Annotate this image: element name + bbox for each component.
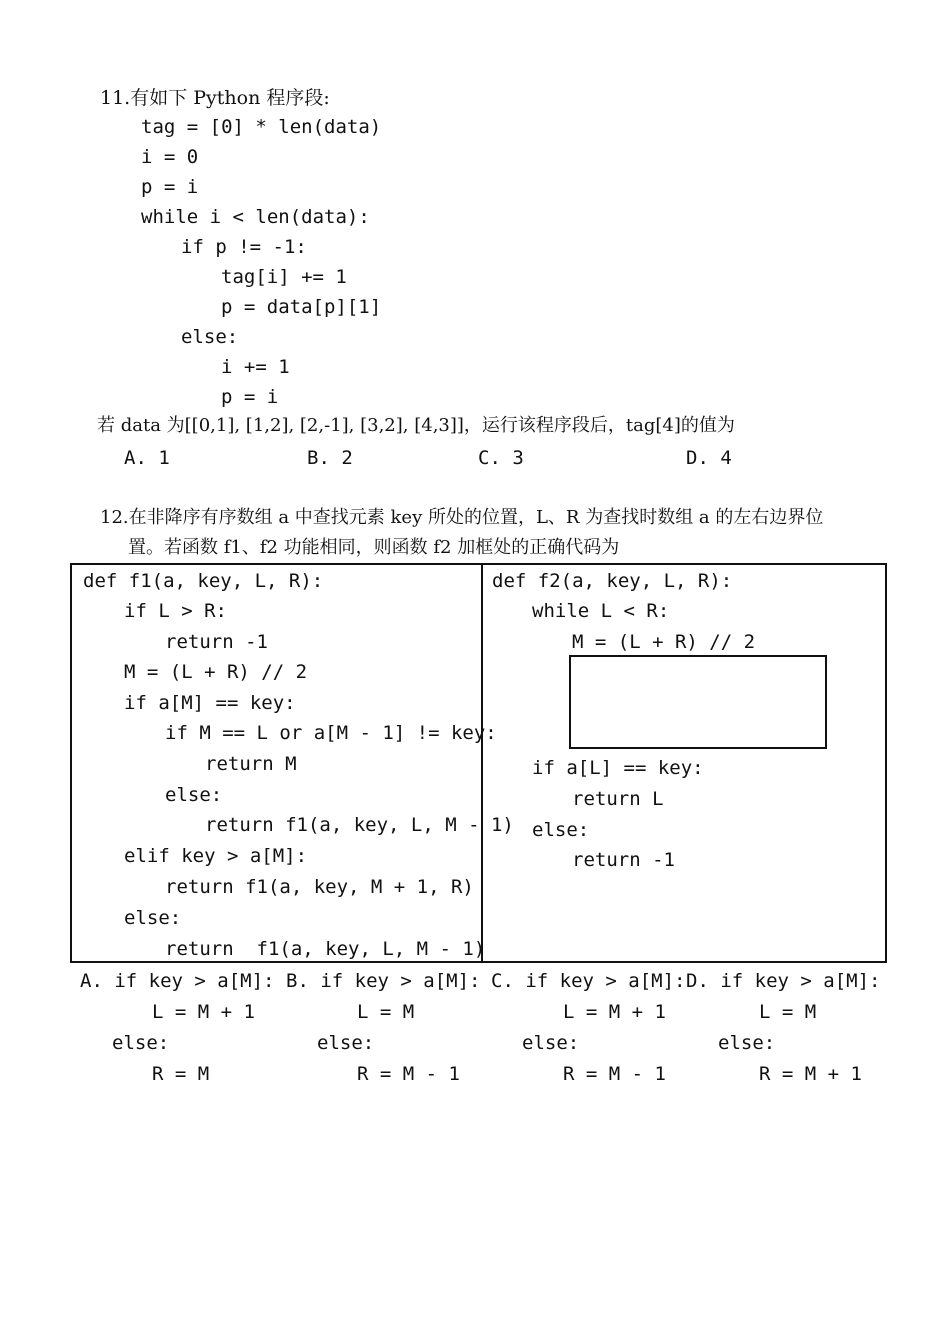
q12-option-b-head: B. if key > a[M]: — [286, 970, 481, 992]
q12-option-d-line: L = M — [759, 1001, 817, 1023]
f2-code-line: M = (L + R) // 2 — [572, 631, 756, 653]
f2-code-line: return L — [572, 788, 664, 810]
q11-code-line: tag[i] += 1 — [221, 266, 347, 288]
f2-code-line: else: — [532, 819, 590, 841]
q11-code-line: p = i — [221, 386, 279, 408]
f1-code-line: elif key > a[M]: — [124, 845, 308, 867]
q11-option-c: C. 3 — [478, 447, 524, 469]
f2-code-line: while L < R: — [532, 600, 670, 622]
q12-option-d-line: else: — [718, 1032, 776, 1054]
q11-code-line: else: — [181, 326, 239, 348]
f1-code-line: return -1 — [165, 631, 268, 653]
f1-code-line: if a[M] == key: — [124, 692, 296, 714]
f1-code-line: if L > R: — [124, 600, 227, 622]
q11-code-line: tag = [0] * len(data) — [141, 116, 382, 138]
q12-option-c-line: L = M + 1 — [563, 1001, 666, 1023]
f2-code-line: if a[L] == key: — [532, 757, 704, 779]
f1-code-line: else: — [165, 784, 223, 806]
q12-option-c-head: C. if key > a[M]: — [491, 970, 686, 992]
q11-option-b: B. 2 — [307, 447, 353, 469]
q11-code-line: while i < len(data): — [141, 206, 370, 228]
q11-code-line: if p != -1: — [181, 236, 307, 258]
q12-title-line2: 置。若函数 f1、f2 功能相同，则函数 f2 加框处的正确代码为 — [128, 537, 620, 558]
q11-option-a: A. 1 — [124, 447, 170, 469]
q11-code-line: p = i — [141, 176, 199, 198]
q12-option-b-line: L = M — [357, 1001, 415, 1023]
q12-option-d-head: D. if key > a[M]: — [686, 970, 881, 992]
answer-blank-box — [569, 655, 827, 749]
q11-code-line: i += 1 — [221, 356, 290, 378]
q12-option-a-line: else: — [112, 1032, 170, 1054]
f1-code-line: else: — [124, 907, 182, 929]
q12-option-b-line: else: — [317, 1032, 375, 1054]
f1-code-line: if M == L or a[M - 1] != key: — [165, 722, 497, 744]
q12-option-a-head: A. if key > a[M]: — [80, 970, 275, 992]
f1-code-line: return f1(a, key, L, M - 1) — [165, 938, 486, 960]
q12-option-a-line: L = M + 1 — [152, 1001, 255, 1023]
q11-stem: 若 data 为[[0,1], [1,2], [2,-1], [3,2], [4,3]]，运行该程序段后，tag[4]的值为 — [97, 415, 735, 436]
q11-option-d: D. 4 — [686, 447, 732, 469]
q12-title-line1: 12.在非降序有序数组 a 中查找元素 key 所处的位置，L、R 为查找时数组 a 的左右边界位 — [100, 507, 824, 528]
code-table — [70, 563, 887, 963]
f1-code-line: return M — [205, 753, 297, 775]
code-table-divider — [481, 563, 483, 963]
q12-option-b-line: R = M - 1 — [357, 1063, 460, 1085]
f2-code-line: return -1 — [572, 849, 675, 871]
f1-code-line: return f1(a, key, L, M - 1) — [205, 814, 514, 836]
f1-code-line: M = (L + R) // 2 — [124, 661, 308, 683]
f1-code-line: return f1(a, key, M + 1, R) — [165, 876, 474, 898]
q12-option-d-line: R = M + 1 — [759, 1063, 862, 1085]
f2-code-line: def f2(a, key, L, R): — [492, 570, 733, 592]
f1-code-line: def f1(a, key, L, R): — [83, 570, 324, 592]
q12-option-a-line: R = M — [152, 1063, 210, 1085]
q11-title: 11.有如下 Python 程序段: — [100, 87, 330, 109]
q12-option-c-line: else: — [522, 1032, 580, 1054]
q12-option-c-line: R = M - 1 — [563, 1063, 666, 1085]
q11-code-line: p = data[p][1] — [221, 296, 382, 318]
q11-code-line: i = 0 — [141, 146, 199, 168]
